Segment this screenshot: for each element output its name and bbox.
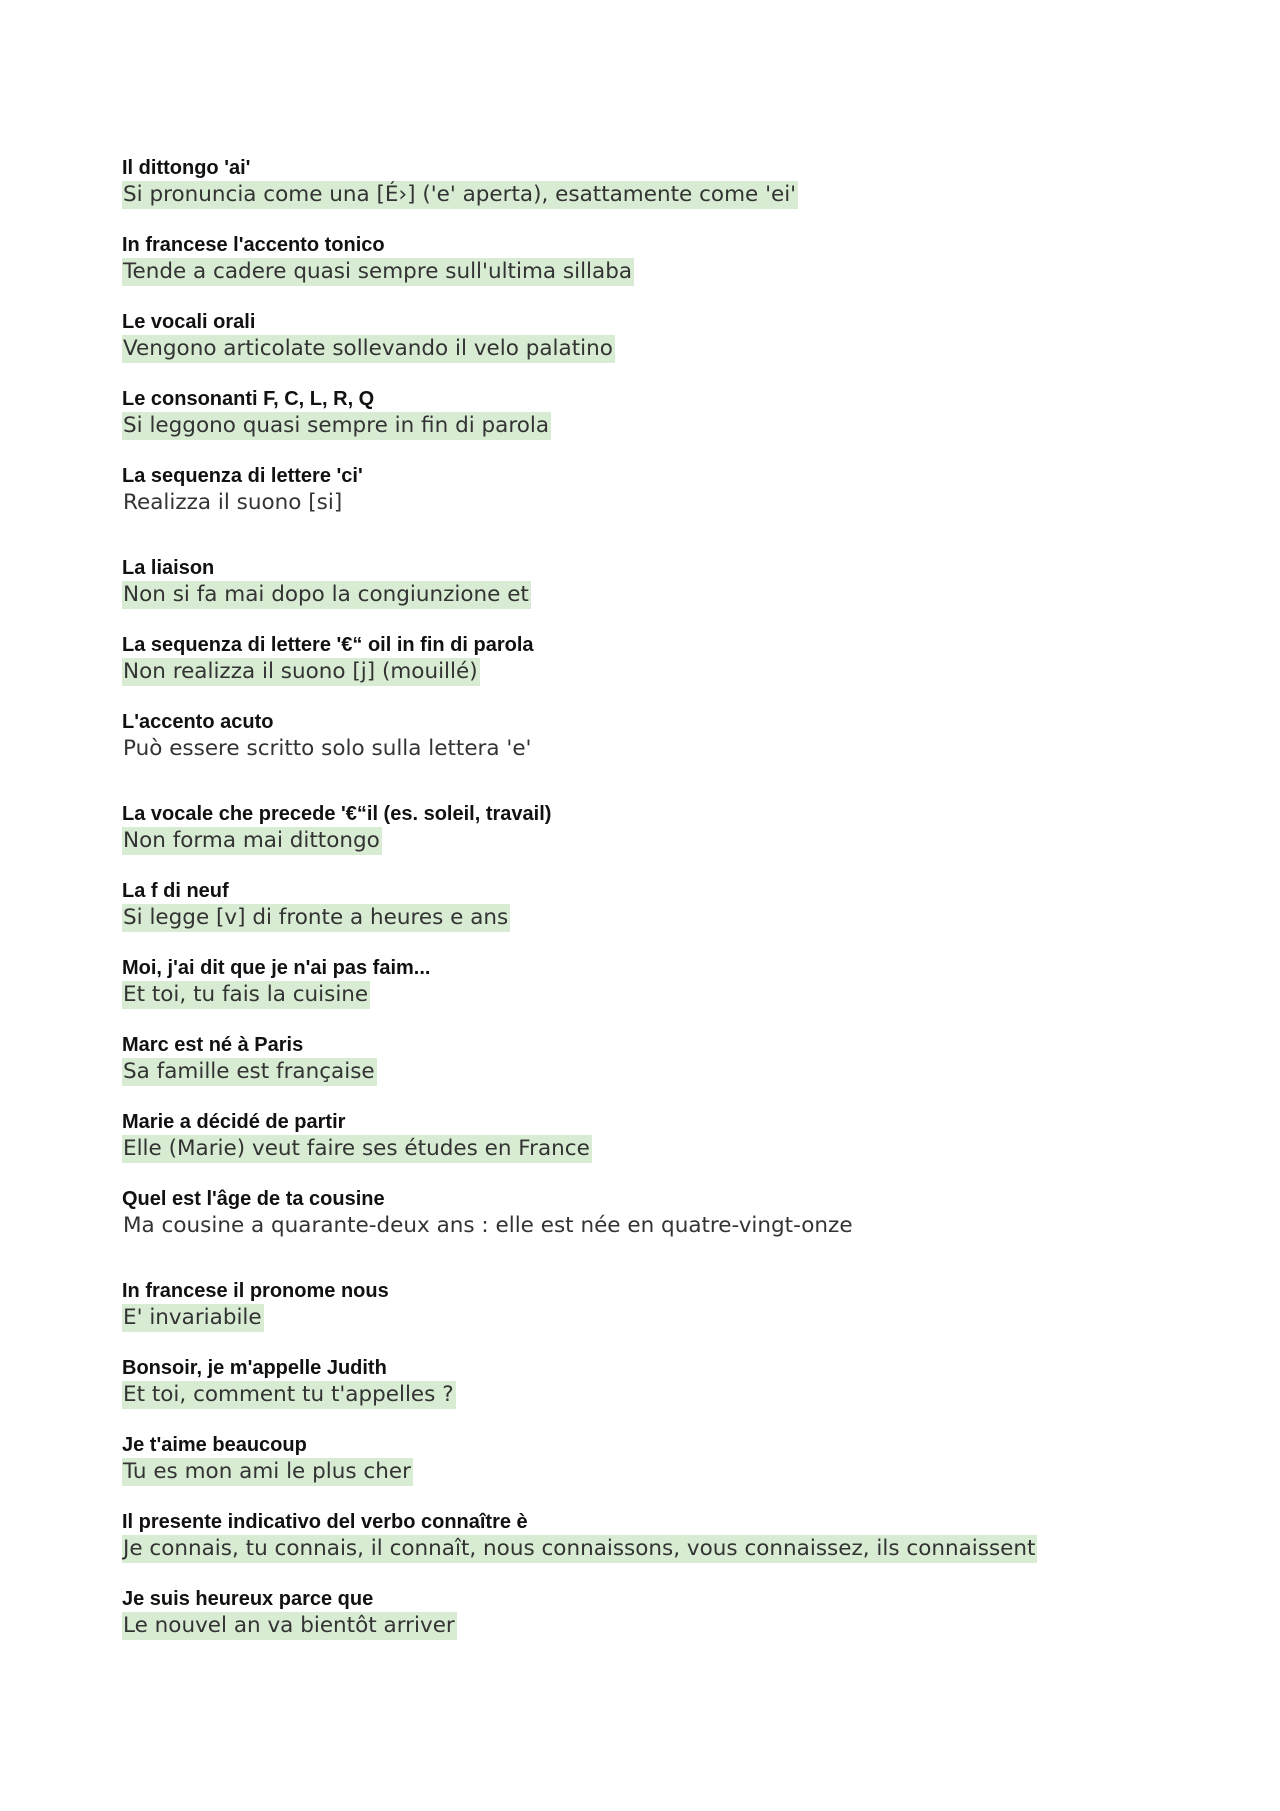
quiz-entry-nous bbox=[122, 1278, 1220, 1332]
question-text: La vocale che precede '€“il (es. soleil, travail) bbox=[122, 803, 552, 825]
quiz-entry-consonanti bbox=[122, 386, 1220, 440]
answer-text: Non si fa mai dopo la congiunzione et bbox=[123, 582, 529, 607]
answer-text: Non realizza il suono [j] (mouillé) bbox=[123, 659, 478, 684]
answer-text: E' invariabile bbox=[123, 1305, 262, 1330]
question-text: Moi, j'ai dit que je n'ai pas faim... bbox=[122, 957, 431, 979]
answer-text: Et toi, tu fais la cuisine bbox=[123, 982, 369, 1007]
question-text: La sequenza di lettere '€“ oil in fin di parola bbox=[122, 634, 534, 656]
quiz-entry-moi bbox=[122, 955, 1220, 1009]
question-text: Marc est né à Paris bbox=[122, 1034, 304, 1056]
quiz-entry-bonsoir bbox=[122, 1355, 1220, 1409]
answer-text: Si leggono quasi sempre in fin di parola bbox=[123, 413, 550, 438]
answer-text: Je connais, tu connais, il connaît, nous connaissons, vous connaissez, ils connaissent bbox=[123, 1536, 1036, 1561]
question-text: Le consonanti F, C, L, R, Q bbox=[122, 388, 375, 410]
answer-text: Elle (Marie) veut faire ses études en France bbox=[123, 1136, 590, 1161]
question-text: Bonsoir, je m'appelle Judith bbox=[122, 1357, 387, 1379]
answer-text: Le nouvel an va bientôt arriver bbox=[123, 1613, 455, 1638]
question-text: Je suis heureux parce que bbox=[122, 1588, 374, 1610]
question-text: L'accento acuto bbox=[122, 711, 274, 733]
quiz-entry-connaitre bbox=[122, 1509, 1220, 1563]
answer-text: Può essere scritto solo sulla lettera 'e' bbox=[123, 736, 532, 761]
answer-text: Sa famille est française bbox=[123, 1059, 375, 1084]
quiz-entry-je-taime bbox=[122, 1432, 1220, 1486]
answer-text: Tende a cadere quasi sempre sull'ultima sillaba bbox=[123, 259, 633, 284]
answer-text: Vengono articolate sollevando il velo palatino bbox=[123, 336, 613, 361]
quiz-entry-heureux bbox=[122, 1586, 1220, 1640]
question-text: La f di neuf bbox=[122, 880, 229, 902]
answer-text: Non forma mai dittongo bbox=[123, 828, 380, 853]
quiz-entry-accento-acuto bbox=[122, 709, 1220, 763]
answer-text: Tu es mon ami le plus cher bbox=[123, 1459, 411, 1484]
question-text: La liaison bbox=[122, 557, 215, 579]
answer-text: Si pronuncia come una [É›] ('e' aperta), esattamente come 'ei' bbox=[123, 182, 797, 207]
quiz-entry-cousine bbox=[122, 1186, 1220, 1240]
question-text: La sequenza di lettere 'ci' bbox=[122, 465, 363, 487]
answer-text: Si legge [v] di fronte a heures e ans bbox=[123, 905, 509, 930]
answer-text: Ma cousine a quarante-deux ans : elle est née en quatre-vingt-onze bbox=[123, 1213, 853, 1238]
quiz-entry-liaison bbox=[122, 555, 1220, 609]
question-text: Quel est l'âge de ta cousine bbox=[122, 1188, 385, 1210]
quiz-entry-neuf bbox=[122, 878, 1220, 932]
answer-text: Et toi, comment tu t'appelles ? bbox=[123, 1382, 454, 1407]
quiz-entry-marie bbox=[122, 1109, 1220, 1163]
question-text: Il dittongo 'ai' bbox=[122, 157, 251, 179]
quiz-entry-accento-tonico bbox=[122, 232, 1220, 286]
quiz-entry-sequenza-ci bbox=[122, 463, 1220, 517]
quiz-entry-vocali-orali bbox=[122, 309, 1220, 363]
question-text: Il presente indicativo del verbo connaître è bbox=[122, 1511, 528, 1533]
question-text: In francese il pronome nous bbox=[122, 1280, 389, 1302]
quiz-entry-vocale-il bbox=[122, 801, 1220, 855]
question-text: Marie a décidé de partir bbox=[122, 1111, 346, 1133]
question-text: In francese l'accento tonico bbox=[122, 234, 385, 256]
question-text: Je t'aime beaucoup bbox=[122, 1434, 307, 1456]
quiz-entry-marc bbox=[122, 1032, 1220, 1086]
question-text: Le vocali orali bbox=[122, 311, 256, 333]
quiz-entry-dittongo-ai bbox=[122, 155, 1220, 209]
answer-text: Realizza il suono [si] bbox=[123, 490, 343, 515]
quiz-entry-sequenza-oil bbox=[122, 632, 1220, 686]
